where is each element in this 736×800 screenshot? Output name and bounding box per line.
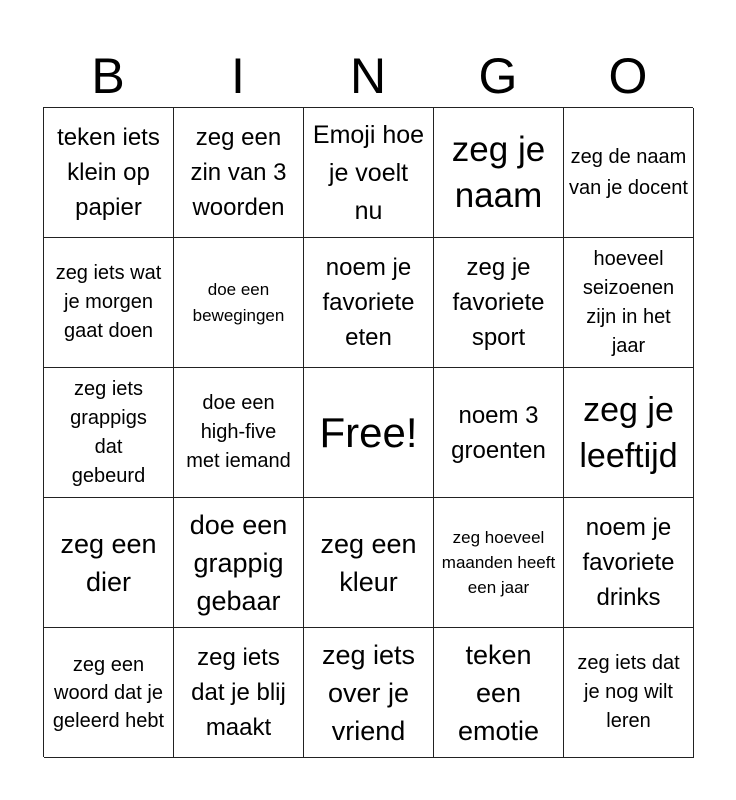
header-letter-o: O bbox=[608, 48, 648, 104]
bingo-cell[interactable] bbox=[304, 108, 434, 238]
cell-text: doe een high-five met iemand bbox=[186, 392, 291, 472]
bingo-cell[interactable] bbox=[174, 498, 304, 628]
bingo-cell[interactable] bbox=[174, 238, 304, 368]
bingo-cell[interactable] bbox=[564, 108, 694, 238]
cell-text: zeg je leeftijd bbox=[579, 390, 678, 475]
free-space-cell[interactable] bbox=[304, 368, 434, 498]
bingo-cell[interactable] bbox=[44, 368, 174, 498]
bingo-cell[interactable] bbox=[564, 238, 694, 368]
cell-text: zeg een kleur bbox=[320, 528, 417, 597]
cell-text: hoeveel seizoenen zijn in het jaar bbox=[582, 247, 675, 357]
cell-text: zeg een woord dat je geleerd hebt bbox=[52, 653, 165, 732]
header-letter-b: B bbox=[91, 48, 125, 104]
header-letter-i: I bbox=[231, 48, 245, 104]
bingo-cell[interactable] bbox=[434, 238, 564, 368]
cell-text: noem je favoriete eten bbox=[322, 254, 415, 351]
bingo-cell[interactable] bbox=[174, 108, 304, 238]
bingo-cell[interactable] bbox=[44, 108, 174, 238]
cell-text: zeg de naam van je docent bbox=[569, 145, 688, 199]
bingo-cell[interactable] bbox=[174, 628, 304, 758]
bingo-cell[interactable] bbox=[44, 498, 174, 628]
cell-text: zeg iets dat je blij maakt bbox=[191, 644, 286, 741]
bingo-cell[interactable] bbox=[174, 368, 304, 498]
bingo-cell[interactable] bbox=[564, 628, 694, 758]
cell-text: noem 3 groenten bbox=[451, 401, 546, 464]
cell-text: zeg een zin van 3 woorden bbox=[190, 124, 287, 221]
header-letter-n: N bbox=[349, 48, 387, 104]
bingo-cell[interactable] bbox=[434, 498, 564, 628]
bingo-cell[interactable] bbox=[564, 368, 694, 498]
bingo-cell[interactable] bbox=[434, 108, 564, 238]
bingo-card-grid bbox=[43, 107, 693, 757]
bingo-cell[interactable] bbox=[564, 498, 694, 628]
free-space-text: Free! bbox=[319, 408, 418, 456]
bingo-cell[interactable] bbox=[304, 498, 434, 628]
cell-text: teken iets klein op papier bbox=[57, 124, 160, 221]
cell-text: doe een grappig gebaar bbox=[189, 509, 288, 616]
bingo-header bbox=[43, 46, 693, 106]
cell-text: zeg iets over je vriend bbox=[321, 639, 416, 746]
bingo-cell[interactable] bbox=[434, 628, 564, 758]
cell-text: zeg iets wat je morgen gaat doen bbox=[55, 262, 162, 342]
cell-text: Emoji hoe je voelt nu bbox=[312, 120, 425, 225]
cell-text: doe een bewegingen bbox=[192, 279, 285, 325]
cell-text: zeg je naam bbox=[451, 129, 546, 215]
bingo-cell[interactable] bbox=[44, 628, 174, 758]
bingo-cell[interactable] bbox=[304, 238, 434, 368]
cell-text: zeg je favoriete sport bbox=[452, 254, 545, 351]
cell-text: zeg hoeveel maanden heeft een jaar bbox=[441, 528, 556, 597]
bingo-cell[interactable] bbox=[44, 238, 174, 368]
cell-text: teken een emotie bbox=[457, 639, 540, 746]
header-letter-g: G bbox=[478, 48, 518, 104]
cell-text: zeg een dier bbox=[60, 528, 157, 597]
bingo-cell[interactable] bbox=[304, 628, 434, 758]
cell-text: zeg iets dat je nog wilt leren bbox=[577, 652, 680, 732]
bingo-cell[interactable] bbox=[434, 368, 564, 498]
cell-text: zeg iets grappigs dat gebeurd bbox=[70, 377, 147, 487]
cell-text: noem je favoriete drinks bbox=[582, 514, 675, 611]
